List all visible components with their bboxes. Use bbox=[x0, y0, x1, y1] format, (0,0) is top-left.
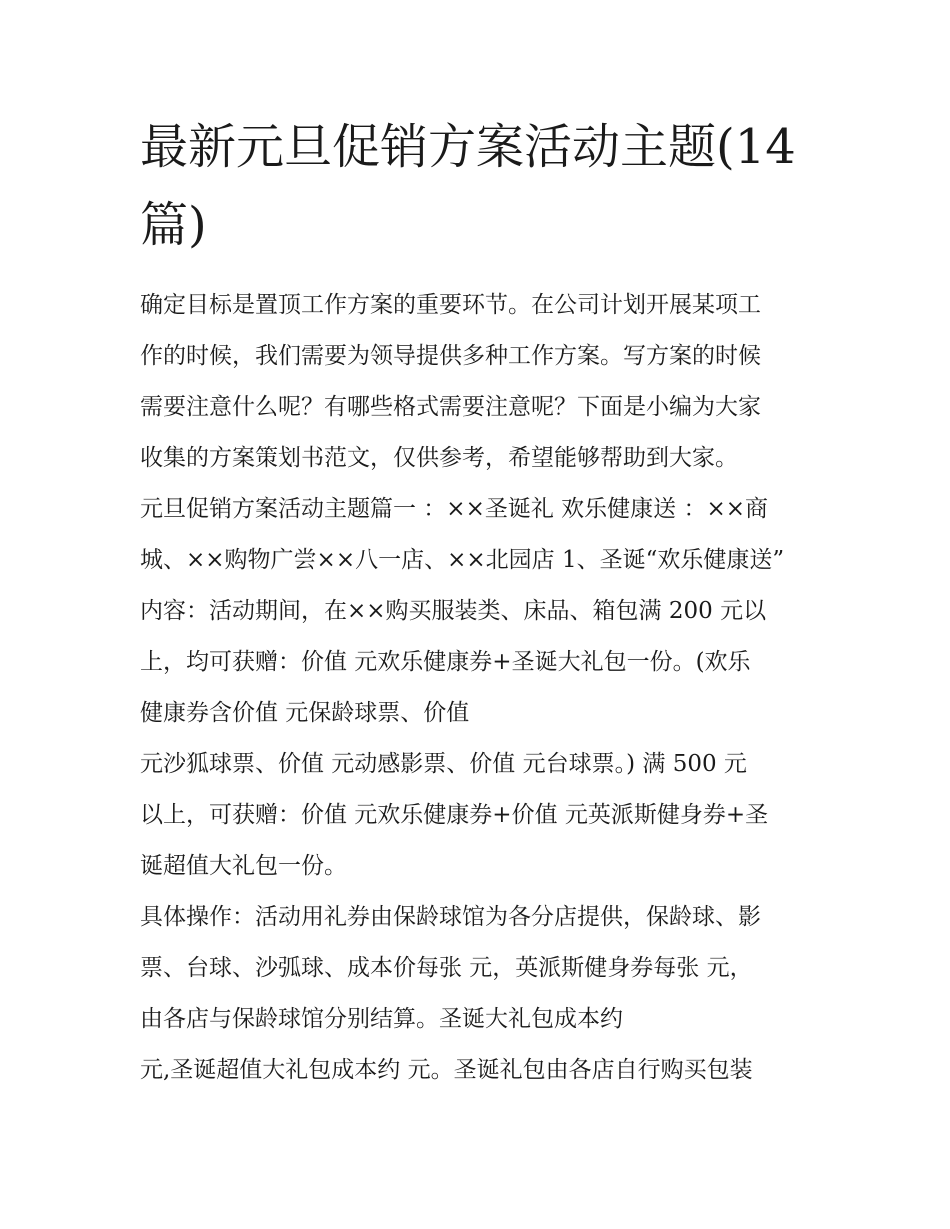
body-line-13: 具体操作：活动用礼券由保龄球馆为各分店提供，保龄球、影 bbox=[140, 904, 761, 930]
document-body bbox=[140, 280, 830, 1096]
body-line-6: 城、××购物广尝××八一店、××北园店 1、圣诞“欢乐健康送” bbox=[140, 547, 785, 573]
title-line-1: 最新元旦促销方案活动主题(14 bbox=[140, 119, 796, 175]
body-line-10: 元沙狐球票、价值 元动感影票、价值 元台球票。) 满 500 元 bbox=[140, 751, 747, 777]
body-line-11: 以上，可获赠：价值 元欢乐健康券+价值 元英派斯健身券+圣 bbox=[140, 802, 769, 828]
title-line-2: 篇) bbox=[140, 197, 207, 253]
body-line-16: 元,圣诞超值大礼包成本约 元。圣诞礼包由各店自行购买包装 bbox=[140, 1057, 753, 1083]
body-line-3: 需要注意什么呢？有哪些格式需要注意呢？下面是小编为大家 bbox=[140, 394, 761, 420]
document-title bbox=[140, 108, 820, 264]
body-line-15: 由各店与保龄球馆分别结算。圣诞大礼包成本约 bbox=[140, 1006, 623, 1032]
body-line-9: 健康券含价值 元保龄球票、价值 bbox=[140, 700, 470, 726]
body-line-14: 票、台球、沙弧球、成本价每张 元，英派斯健身券每张 元， bbox=[140, 955, 753, 981]
body-line-12: 诞超值大礼包一份。 bbox=[140, 853, 347, 879]
body-line-5: 元旦促销方案活动主题篇一 ：××圣诞礼 欢乐健康送 ：××商 bbox=[140, 496, 769, 522]
body-line-2: 作的时候，我们需要为领导提供多种工作方案。写方案的时候 bbox=[140, 343, 761, 369]
body-line-4: 收集的方案策划书范文，仅供参考，希望能够帮助到大家。 bbox=[140, 445, 738, 471]
body-line-7: 内容：活动期间，在××购买服装类、床品、箱包满 200 元以 bbox=[140, 598, 767, 624]
body-line-1: 确定目标是置顶工作方案的重要环节。在公司计划开展某项工 bbox=[140, 292, 761, 318]
body-line-8: 上，均可获赠：价值 元欢乐健康券+圣诞大礼包一份。(欢乐 bbox=[140, 649, 751, 675]
